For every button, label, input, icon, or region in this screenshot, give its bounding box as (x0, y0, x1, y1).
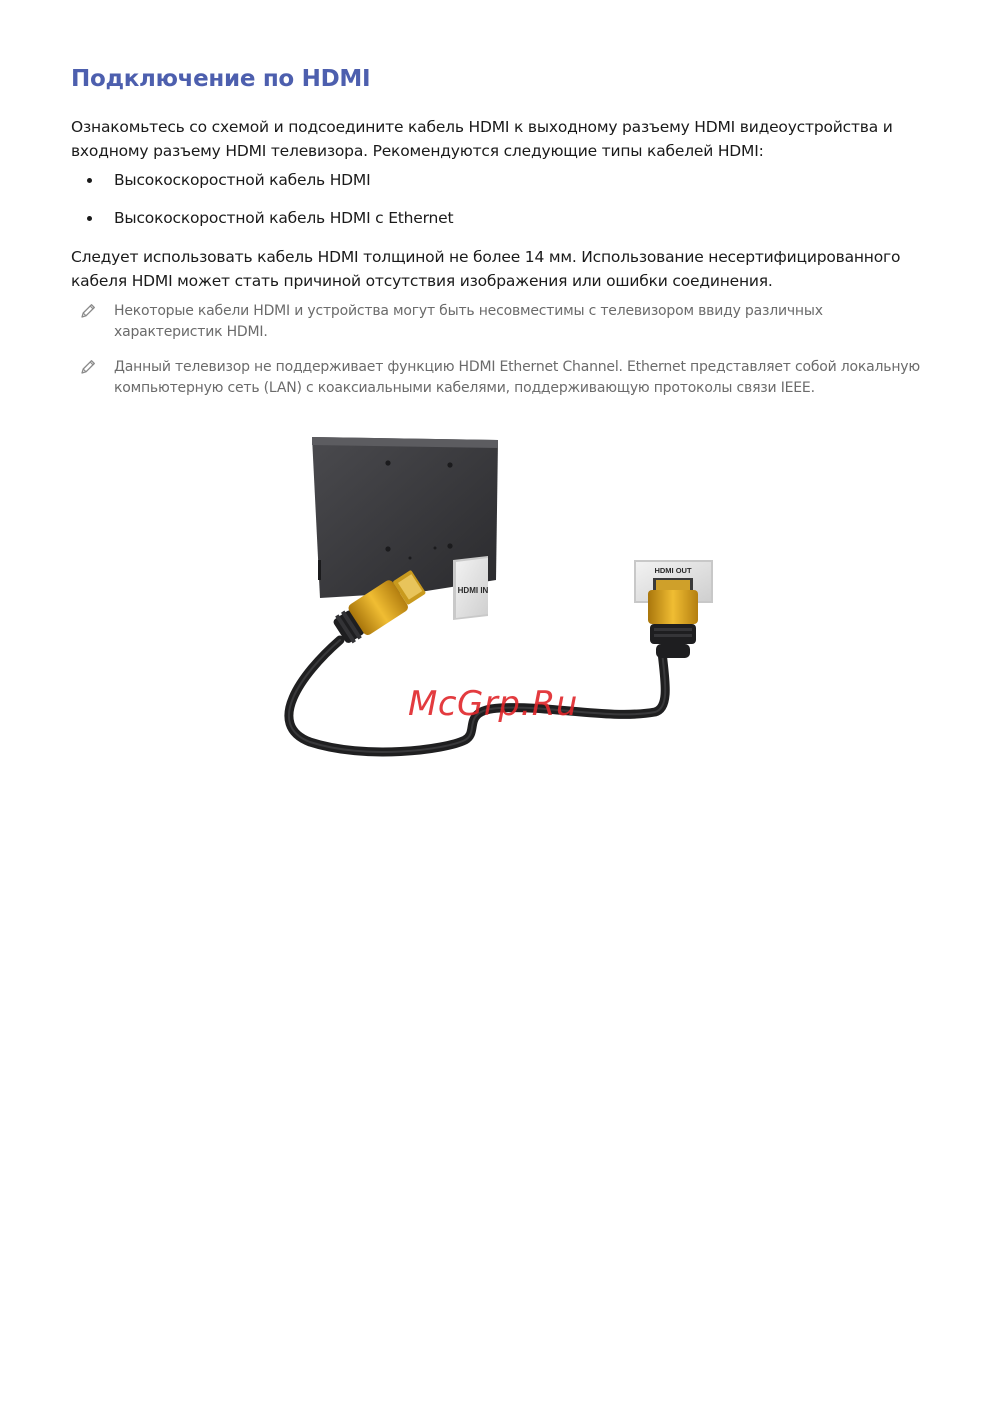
hdmi-out-label: HDMI OUT (654, 566, 692, 575)
watermark-logo: McGrp.Ru (408, 684, 578, 724)
hdmi-out-connector (648, 580, 698, 658)
requirement-paragraph: Следует использовать кабель HDMI толщиной не более 14 мм. Использование несертифицированного кабеля HDMI может стать причиной отсутствия изображения или ошибки соединения. (71, 248, 901, 290)
list-item (71, 168, 931, 206)
note-text: Некоторые кабели HDMI и устройства могут быть несовместимы с телевизором ввиду различных характеристик HDMI. (114, 303, 823, 340)
list-item-label: Высокоскоростной кабель HDMI с Ethernet (114, 209, 454, 227)
note-text: Данный телевизор не поддерживает функцию HDMI Ethernet Channel. Ethernet представляет собой локальную компьютерную сеть (LAN) с коаксиальными кабелями, поддерживающую протоколы связи IEEE. (114, 359, 920, 396)
pencil-icon (79, 302, 97, 320)
bullet-icon (87, 216, 92, 221)
bullet-icon (87, 178, 92, 183)
pencil-icon (79, 358, 97, 376)
page-title: Подключение по HDMI (71, 66, 371, 92)
cable-type-list (71, 168, 931, 244)
hdmi-in-label: HDMI IN (457, 586, 489, 595)
list-item (71, 206, 931, 244)
note (71, 357, 931, 399)
intro-paragraph: Ознакомьтесь со схемой и подсоедините кабель HDMI к выходному разъему HDMI видеоустройства и входному разъему HDMI телевизора. Рекомендуются следующие типы кабелей HDMI: (71, 118, 893, 160)
note (71, 301, 931, 343)
list-item-label: Высокоскоростной кабель HDMI (114, 171, 371, 189)
hdmi-in-port-panel (453, 556, 489, 620)
